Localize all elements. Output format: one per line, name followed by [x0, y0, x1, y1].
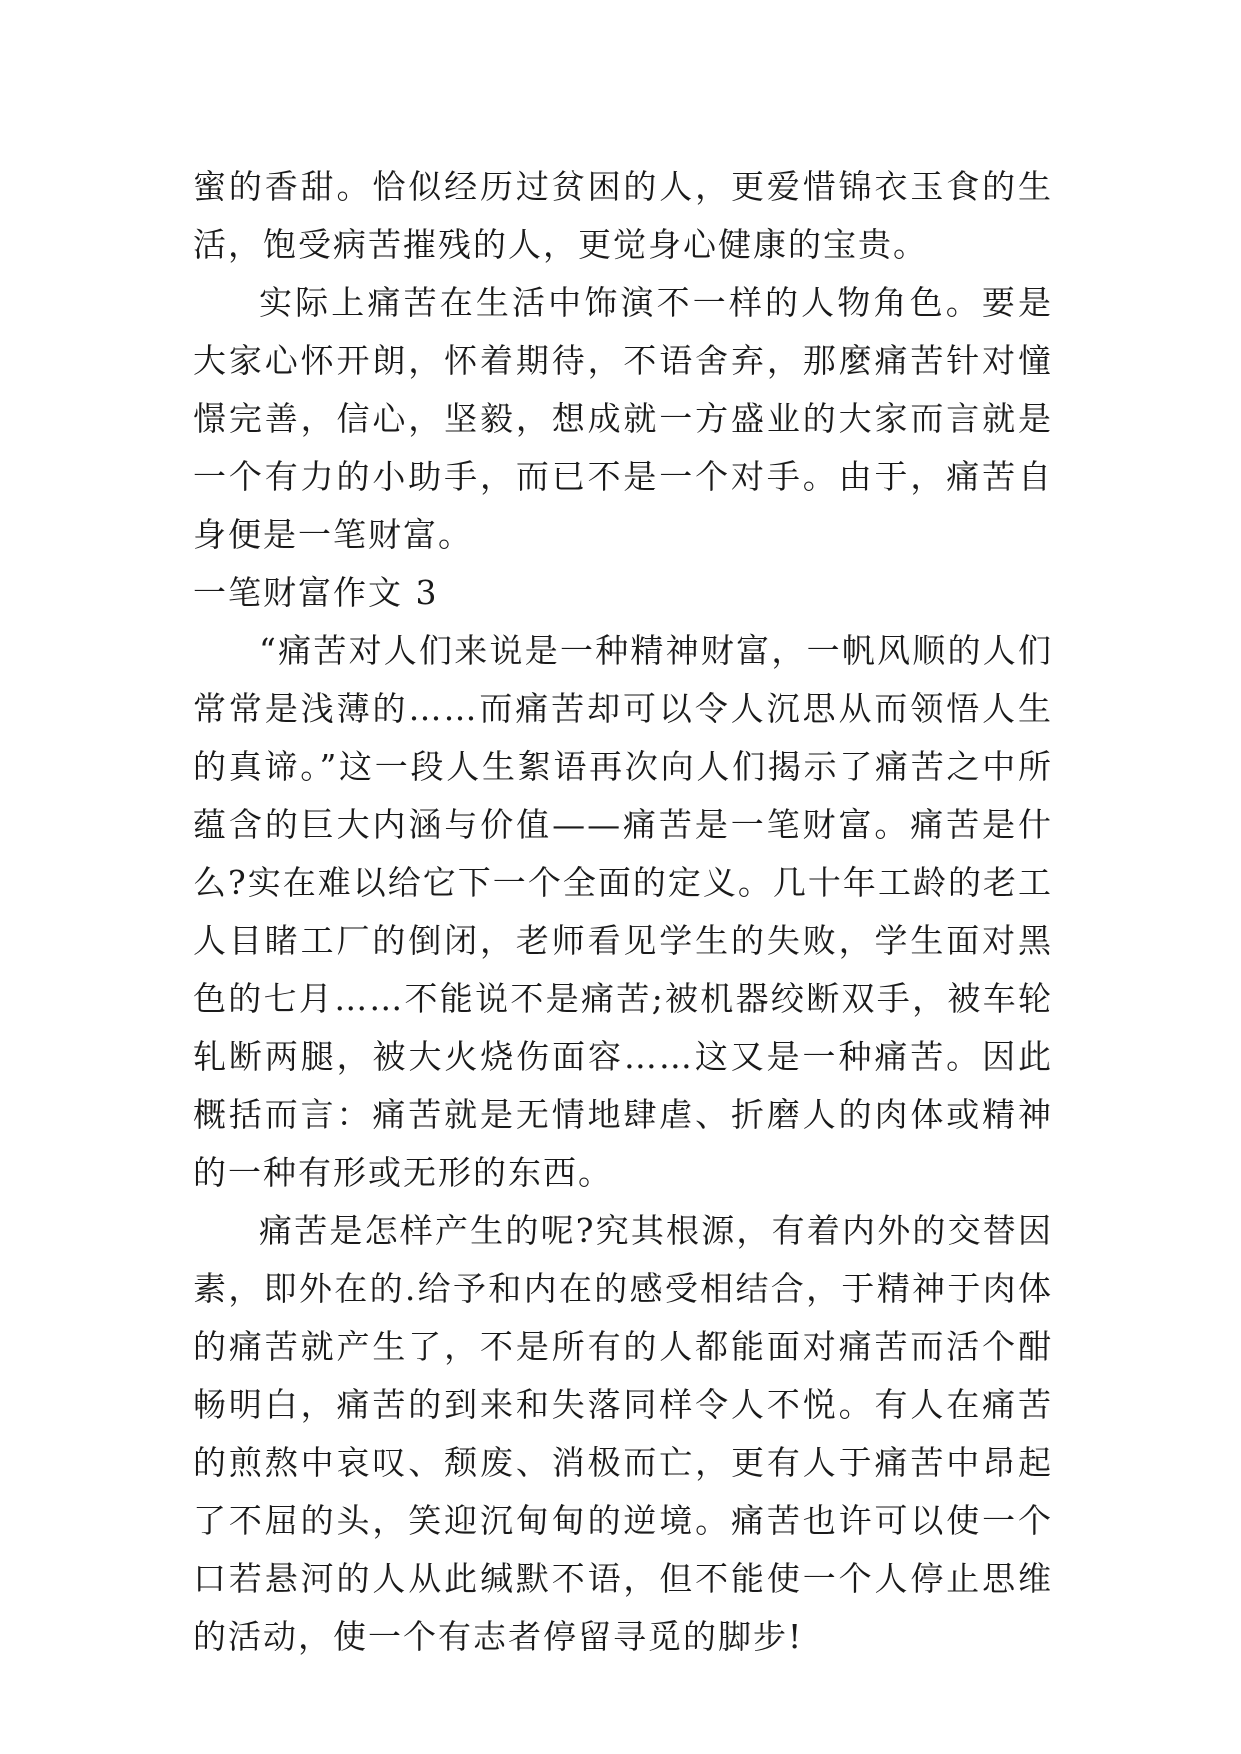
- paragraph: 实际上痛苦在生活中饰演不一样的人物角色。要是大家心怀开朗，怀着期待，不语舍弃，那麼痛苦针对憧憬完善，信心，坚毅，想成就一方盛业的大家而言就是一个有力的小助手，而已不是一个对手。由于，痛苦自身便是一笔财富。: [193, 283, 1053, 554]
- paragraph-continuation: 蜜的香甜。恰似经历过贫困的人，更爱惜锦衣玉食的生活，饱受病苦摧残的人，更觉身心健康的宝贵。: [193, 167, 1053, 264]
- section-title: 一笔财富作文 3: [193, 573, 439, 612]
- document-body: [193, 158, 1053, 1666]
- paragraph: “痛苦对人们来说是一种精神财富，一帆风顺的人们常常是浅薄的……而痛苦却可以令人沉思从而领悟人生的真谛。”这一段人生絮语再次向人们揭示了痛苦之中所蕴含的巨大内涵与价值——痛苦是一笔财富。痛苦是什么?实在难以给它下一个全面的定义。几十年工龄的老工人目睹工厂的倒闭，老师看见学生的失败，学生面对黑色的七月……不能说不是痛苦;被机器绞断双手，被车轮轧断两腿，被大火烧伤面容……这又是一种痛苦。因此概括而言：痛苦就是无情地肆虐、折磨人的肉体或精神的一种有形或无形的东西。: [193, 631, 1053, 1192]
- paragraph: 痛苦是怎样产生的呢?究其根源，有着内外的交替因素，即外在的.给予和内在的感受相结合，于精神于肉体的痛苦就产生了，不是所有的人都能面对痛苦而活个酣畅明白，痛苦的到来和失落同样令人不悦。有人在痛苦的煎熬中哀叹、颓废、消极而亡，更有人于痛苦中昂起了不屈的头，笑迎沉甸甸的逆境。痛苦也许可以使一个口若悬河的人从此缄默不语，但不能使一个人停止思维的活动，使一个有志者停留寻觅的脚步!: [193, 1211, 1053, 1656]
